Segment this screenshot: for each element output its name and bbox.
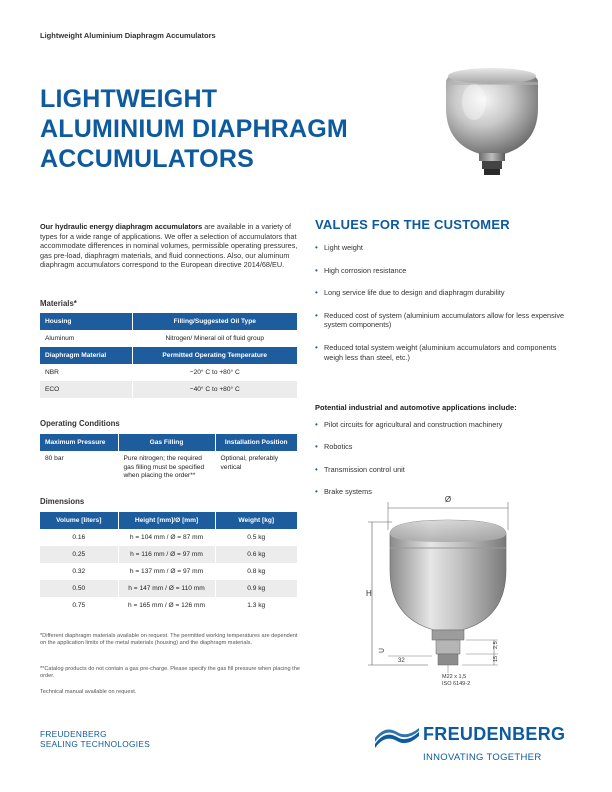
applications-heading: Potential industrial and automotive applications include: — [315, 403, 517, 412]
dimensions-cell: h = 165 mm / Ø = 126 mm — [118, 597, 215, 614]
bullet-icon: • — [315, 288, 318, 298]
intro-bold: Our hydraulic energy diaphragm accumulators — [40, 222, 203, 231]
bullet-icon: • — [315, 464, 318, 474]
dimensions-cell: 0.5 kg — [247, 534, 266, 541]
dimensions-table — [40, 512, 297, 614]
dimensions-cell: 1.3 kg — [247, 602, 266, 609]
brand-tagline: INNOVATING TOGETHER — [423, 752, 542, 763]
materials-cell: −40° C to +80° C — [132, 381, 297, 398]
list-item: • Light weight — [315, 243, 363, 252]
list-item: • Reduced cost of system (aluminium accumulators allow for less expensive system components) — [315, 310, 565, 330]
standard-label: ISO 6149-2 — [442, 681, 471, 687]
materials-header-housing: Housing — [40, 313, 132, 330]
footer-line-2: SEALING TECHNOLOGIES — [40, 739, 151, 749]
wrench-icon: ⊃ — [378, 646, 385, 655]
dimensions-cell: 0.9 kg — [215, 580, 297, 597]
dimensions-cell: h = 104 mm / Ø = 87 mm — [118, 529, 215, 546]
dimensions-cell: 0.50 — [40, 580, 118, 597]
footnote-gas: **Catalog products do not contain a gas pre-charge. Please specify the gas fill pressure when placing the order. — [40, 666, 300, 680]
dimensions-cell: 0.32 — [40, 563, 118, 580]
dim-2-5-label: 2,5 — [493, 641, 499, 649]
title-line-1: LIGHTWEIGHT — [40, 85, 218, 113]
dim-32-label: 32 — [398, 658, 405, 664]
values-title: VALUES FOR THE CUSTOMER — [315, 217, 510, 232]
title-line-2: ALUMINIUM DIAPHRAGM — [40, 115, 348, 143]
operating-cell: 80 bar — [40, 451, 118, 485]
intro-paragraph — [40, 222, 298, 270]
dimensions-header-weight: Weight [kg] — [215, 512, 297, 529]
materials-header-filling: Filling/Suggested Oil Type — [132, 313, 297, 330]
bullet-icon: • — [315, 243, 318, 252]
operating-header-gas: Gas Filling — [118, 434, 215, 451]
operating-header-pressure: Maximum Pressure — [40, 434, 118, 451]
thread-label: M22 x 1,5 — [442, 674, 467, 680]
bullet-icon: • — [315, 442, 318, 452]
technical-drawing — [358, 490, 523, 690]
dimensions-cell: 0.6 kg — [215, 546, 297, 563]
values-list — [315, 243, 577, 362]
table-row — [40, 563, 297, 580]
intro-text: are available in a variety of types for a wide range of applications. We offer a selection of accumulators that accommodate differences in nominal volumes, permissible operating pressures, gas pre-load, diaphragm materials, and fluid connections. Also, our aluminum diaphragm accumulators correspond to the European directive 2014/68/EU. — [40, 222, 298, 270]
list-item: • Transmission control unit — [315, 464, 405, 474]
height-label: H — [366, 589, 372, 598]
operating-label: Operating Conditions — [40, 419, 120, 428]
footnote-materials: *Different diaphragm materials available on request. The permitted working temperatures are dependent on the application limits of the metal materials (housing) and the diaphragm materials. — [40, 633, 298, 647]
list-item: • High corrosion resistance — [315, 265, 407, 275]
title-line-3: ACCUMULATORS — [40, 145, 254, 173]
list-item: • Reduced total system weight (aluminium accumulators and components weigh less than steel, etc.) — [315, 342, 557, 362]
list-item: • Pilot circuits for agricultural and construction machinery — [315, 419, 503, 429]
dimensions-cell: 0.75 — [40, 597, 118, 614]
accumulator-photo — [432, 60, 552, 180]
bullet-icon: • — [315, 265, 318, 275]
dim-15-label: 15 — [493, 655, 499, 662]
operating-cell: Pure nitrogen; the required gas filling must be specified when placing the order** — [118, 451, 215, 485]
materials-cell: NBR — [40, 364, 132, 381]
materials-header-diaphragm: Diaphragm Material — [40, 347, 132, 364]
brand-name: FREUDENBERG — [423, 724, 566, 744]
materials-cell: −20° C to +80° C — [189, 369, 240, 376]
dimensions-header-height: Height [mm]/Ø [mm] — [118, 512, 215, 529]
dimensions-header-volume: Volume [liters] — [40, 512, 118, 529]
dimensions-cell: h = 116 mm / Ø = 97 mm — [118, 546, 215, 563]
materials-header-temperature: Permitted Operating Temperature — [132, 347, 297, 364]
operating-table — [40, 434, 297, 485]
diameter-label: Ø — [444, 495, 452, 504]
list-item: • Robotics — [315, 442, 353, 452]
footnote-manual: Technical manual available on request. — [40, 689, 137, 695]
dimensions-cell: h = 137 mm / Ø = 97 mm — [118, 563, 215, 580]
operating-header-position: Installation Position — [215, 434, 297, 451]
footer-company — [40, 729, 150, 749]
materials-cell: Aluminum — [40, 330, 132, 347]
freudenberg-logo-icon — [375, 728, 419, 748]
dimensions-cell: 0.16 — [40, 529, 118, 546]
dimensions-label: Dimensions — [40, 497, 85, 506]
bullet-icon: • — [315, 419, 318, 429]
dimensions-cell: 0.8 kg — [247, 568, 266, 575]
bullet-icon: • — [315, 342, 318, 352]
materials-label: Materials* — [40, 299, 77, 308]
table-row — [40, 597, 297, 614]
dimensions-cell: 0.25 — [40, 546, 118, 563]
footer-line-1: FREUDENBERG — [40, 729, 107, 739]
list-item: • Brake systems — [315, 487, 372, 497]
materials-cell: Nitrogen/ Mineral oil of fluid group — [165, 335, 265, 342]
table-row — [40, 529, 297, 546]
operating-cell: Optional, preferably vertical — [220, 455, 279, 471]
materials-cell: ECO — [40, 381, 132, 398]
materials-table — [40, 313, 297, 398]
list-item: • Long service life due to design and diaphragm durability — [315, 288, 505, 298]
table-row — [40, 546, 297, 563]
running-header: Lightweight Aluminium Diaphragm Accumulators — [40, 31, 216, 40]
table-row — [40, 580, 297, 597]
bullet-icon: • — [315, 310, 318, 320]
applications-list — [315, 397, 577, 497]
dimensions-cell: h = 147 mm / Ø = 110 mm — [118, 580, 215, 597]
bullet-icon: • — [315, 487, 318, 497]
page-title — [40, 84, 420, 174]
